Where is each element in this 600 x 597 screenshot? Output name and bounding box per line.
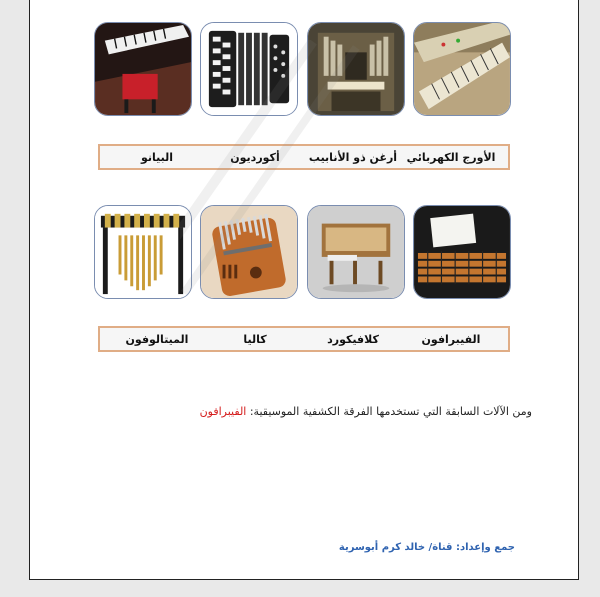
instrument-labels-row-1 — [98, 144, 510, 170]
label-piano: البيانو — [140, 150, 174, 164]
vibraphone-icon — [413, 205, 511, 299]
kalimba-icon — [200, 205, 298, 299]
label-clavichord: كلافيكورد — [327, 332, 379, 346]
label-kalimba: كاليا — [243, 332, 267, 346]
label-accordion: أكورديون — [230, 150, 280, 164]
worksheet-page — [29, 0, 579, 580]
label-vibraphone: الفيبرافون — [421, 332, 481, 346]
instrument-labels-row-2 — [98, 326, 510, 352]
clavichord-icon — [307, 205, 405, 299]
question-answer: الفيبرافون — [199, 405, 247, 418]
pipe-organ-icon — [307, 22, 405, 116]
label-electric-organ: الأورج الكهربائي — [406, 150, 496, 164]
instrument-row-2 — [94, 205, 511, 301]
question-prompt: ومن الآلات السابقة التي تستخدمها الفرقة الكشفية الموسيقية: — [246, 405, 532, 418]
question-text — [200, 405, 532, 418]
label-metallophone: الميتالوفون — [125, 332, 189, 346]
instrument-row-1 — [94, 22, 511, 118]
accordion-icon — [200, 22, 298, 116]
metallophone-icon — [94, 205, 192, 299]
electric-organ-icon — [413, 22, 511, 116]
footer-credit: جمع وإعداد: قناة/ خالد كرم أبوسرية — [338, 542, 515, 553]
piano-icon — [94, 22, 192, 116]
label-pipe-organ: أرغن ذو الأنابيب — [308, 150, 398, 164]
